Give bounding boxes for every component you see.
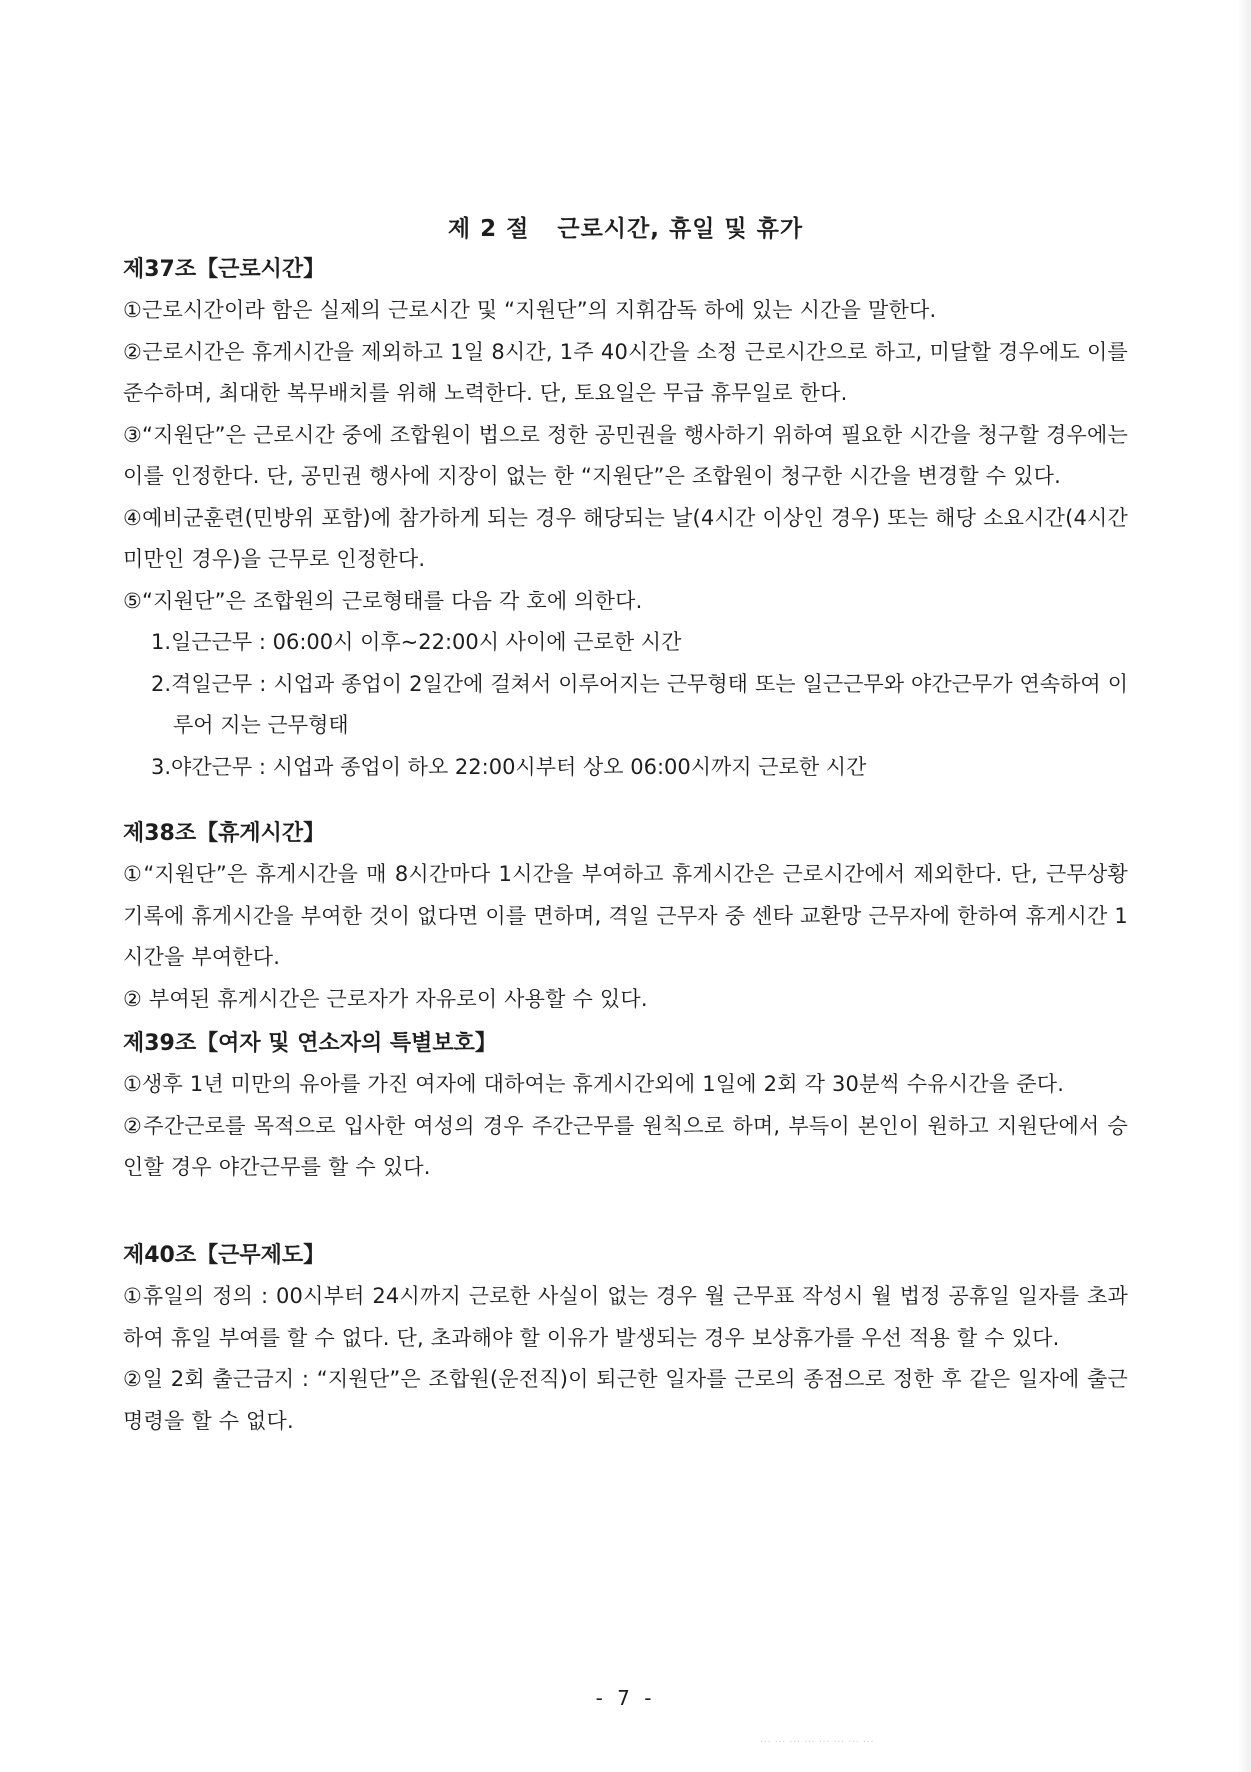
article-paragraph: ② 부여된 휴게시간은 근로자가 자유로이 사용할 수 있다.	[123, 986, 648, 1011]
article-paragraph: ①“지원단”은 휴게시간을 매 8시간마다 1시간을 부여하고 휴게시간은 근로시간에서 제외한다. 단, 근무상황기록에 휴게시간을 부여한 것이 없다면 이를 면하며, 격일 근무자 중 센타 교환망 근무자에 한하여 휴게시간 1시간을 부여한다.	[123, 862, 1128, 969]
article-heading: 제39조【여자 및 연소자의 특별보호】	[123, 1031, 497, 1056]
section-name: 근로시간, 휴일 및 휴가	[557, 216, 804, 242]
article-paragraph: ①휴일의 정의 : 00시부터 24시까지 근로한 사실이 없는 경우 월 근무표 작성시 월 법정 공휴일 일자를 초과하여 휴일 부여를 할 수 없다. 단, 초과해야 할 이유가 발생되는 경우 보상휴가를 우선 적용 할 수 있다.	[123, 1284, 1128, 1350]
scan-edge-shadow	[1237, 0, 1251, 1772]
article-paragraph: ①근로시간이라 함은 실제의 근로시간 및 “지원단”의 지휘감독 하에 있는 시간을 말한다.	[123, 298, 937, 322]
article-paragraph: ②근로시간은 휴게시간을 제외하고 1일 8시간, 1주 40시간을 소정 근로시간으로 하고, 미달할 경우에도 이를 준수하며, 최대한 복무배치를 위해 노력한다. 단, 토요일은 무급 휴무일로 한다.	[123, 339, 1128, 405]
article-heading: 제40조【근무제도】	[123, 1243, 326, 1268]
article-paragraph: ⑤“지원단”은 조합원의 근로형태를 다음 각 호에 의한다.	[123, 588, 643, 613]
scan-watermark: ··· ··· ··· ··· ··· ··· ··· ···	[760, 1737, 875, 1748]
article-paragraph: ②일 2회 출근금지 : “지원단”은 조합원(운전직)이 퇴근한 일자를 근로의 종점으로 정한 후 같은 일자에 출근명령을 할 수 없다.	[123, 1367, 1128, 1433]
article-heading: 제37조【근로시간】	[123, 257, 326, 282]
article-38	[123, 814, 1128, 1020]
article-paragraph: ③“지원단”은 근로시간 중에 조합원이 법으로 정한 공민권을 행사하기 위하여 필요한 시간을 청구할 경우에는 이를 인정한다. 단, 공민권 행사에 지장이 없는 한 “지원단”은 조합원이 청구한 시간을 변경할 수 있다.	[123, 422, 1128, 488]
article-37	[123, 250, 1128, 788]
article-paragraph: ②주간근로를 목적으로 입사한 여성의 경우 주간근무를 원칙으로 하며, 부득이 본인이 원하고 지원단에서 승인할 경우 야간근무를 할 수 있다.	[123, 1113, 1128, 1179]
article-40	[123, 1236, 1128, 1442]
article-39	[123, 1024, 1128, 1189]
list-item: 1.일근근무 : 06:00시 이후~22:00시 사이에 근로한 시간	[151, 630, 682, 654]
article-paragraph: ①생후 1년 미만의 유아를 가진 여자에 대하여는 휴게시간외에 1일에 2회 각 30분씩 수유시간을 준다.	[123, 1072, 1065, 1096]
list-item: 2.격일근무 : 시업과 종업이 2일간에 걸쳐서 이루어지는 근무형태 또는 일근근무와 야간근무가 연속하여 이루어 지는 근무형태	[151, 671, 1128, 737]
page-number: - 7 -	[595, 1686, 656, 1710]
article-paragraph: ④예비군훈련(민방위 포함)에 참가하게 되는 경우 해당되는 날(4시간 이상인 경우) 또는 해당 소요시간(4시간 미만인 경우)을 근무로 인정한다.	[123, 505, 1128, 571]
section-number: 제 2 절	[447, 216, 530, 242]
section-title	[0, 210, 1251, 243]
list-item: 3.야간근무 : 시업과 종업이 하오 22:00시부터 상오 06:00시까지 근로한 시간	[151, 754, 867, 779]
article-heading: 제38조【휴게시간】	[123, 821, 326, 846]
